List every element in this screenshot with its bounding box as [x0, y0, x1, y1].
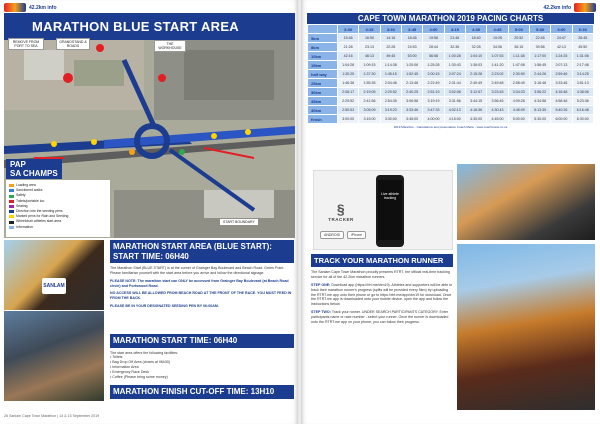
pacing-row — [308, 43, 594, 52]
pacing-cell: 3:51:13 — [572, 79, 593, 88]
pacing-cell: 2:07:24 — [444, 70, 465, 79]
pacing-cell: 3:56:22 — [529, 88, 550, 97]
pacing-cell: 18:40 — [465, 34, 486, 43]
pacing-row-label: 5km — [308, 34, 338, 43]
pacing-row — [308, 79, 594, 88]
pacing-cell: 6:30:00 — [572, 115, 593, 124]
pacing-cell: 1:30:43 — [444, 61, 465, 70]
tracker-logo-icon: § — [336, 201, 346, 217]
pacing-cell: 1:04:28 — [338, 61, 359, 70]
pacing-row — [308, 61, 594, 70]
access-warning: NO ACCESS WILL BE ALLOWED FROM BEACH ROAD AT THE FRONT OF THE RACE. YOU MUST FEED IN FROM THE BACK. — [110, 291, 292, 301]
pacing-row — [308, 34, 594, 43]
pacing-row — [308, 70, 594, 79]
pacing-col-header: 3:45 — [401, 25, 422, 34]
iphone-badge[interactable]: iPhone — [347, 231, 366, 239]
pacing-col-header: 4:00 — [423, 25, 444, 34]
pacing-cell: 4:45:09 — [508, 106, 529, 115]
pacing-cell: 53:00 — [401, 52, 422, 61]
facilities-intro: The start area offers the following facilities: — [110, 350, 179, 355]
pacing-cell: 3:00:00 — [338, 115, 359, 124]
pacing-cell: 2:19:05 — [359, 88, 380, 97]
pacing-cell: 5:23:36 — [572, 97, 593, 106]
legend-swatch — [9, 226, 14, 229]
tracker-logo-text: TRACKER — [328, 217, 354, 222]
crowd-photo — [4, 311, 104, 401]
pacing-cell: 3:19:23 — [380, 106, 401, 115]
pacing-cell: 18:45 — [401, 34, 422, 43]
tracker-logo — [324, 201, 358, 222]
step-one-text: Download app (https://rtrt.me/ctm19). Athletes and supporters will be able to track their marathon runner's progress (splits will be provided every 5km) by uploading the RTRT.me app onto their phone or go to https://rtrt.me/app/ctm19 for download. Once the RTRT.me app is downloaded onto your mobile device, open the app and follow the instructions below. — [311, 282, 453, 307]
pacing-cell: 2:29:52 — [380, 88, 401, 97]
pacing-cell: 1:07:53 — [487, 52, 508, 61]
pacing-cell: 45:50 — [572, 43, 593, 52]
map-label-port: REMOVE FROM PORT TO SEA — [8, 38, 44, 50]
pacing-cell: 2:22:49 — [423, 79, 444, 88]
legend-swatch — [9, 221, 14, 224]
pacing-row-label: 8km — [308, 43, 338, 52]
pacing-cell: 2:04:46 — [380, 79, 401, 88]
pacing-cell: 2:40:49 — [465, 79, 486, 88]
pacing-cell: 3:34:33 — [508, 88, 529, 97]
pacing-cell: 4:45:00 — [487, 115, 508, 124]
tracker-app-image — [313, 170, 453, 250]
pacing-cell: 3:30:00 — [380, 115, 401, 124]
pacing-cell: 6:00:00 — [551, 115, 572, 124]
right-header — [543, 3, 596, 12]
pacing-cell: 24:47 — [551, 34, 572, 43]
facility-item: • Toilets — [110, 355, 123, 360]
pacing-cell: 3:06:58 — [401, 97, 422, 106]
pacing-cell: 2:29:52 — [338, 97, 359, 106]
pacing-cell: 22:45 — [529, 34, 550, 43]
pacing-cell: 5:40:26 — [551, 106, 572, 115]
pacing-cell: 2:50:53 — [338, 106, 359, 115]
seeding-note: PLEASE BE IN YOUR DESIGNATED SEEDING PEN BY 06:00AM. — [110, 303, 219, 308]
pacing-cell: 2:07:13 — [551, 61, 572, 70]
pacing-cell: 15:46 — [338, 34, 359, 43]
pacing-cell: 1:00:28 — [444, 52, 465, 61]
pacing-cell: 1:20:06 — [401, 61, 422, 70]
pacing-row — [308, 52, 594, 61]
facility-item: • Emergency Race Desk — [110, 369, 150, 374]
pacing-cell: 3:15:00 — [359, 115, 380, 124]
legend-label: Safety — [16, 193, 26, 198]
legend-swatch — [9, 205, 14, 208]
pacing-col-header: 3:00 — [338, 25, 359, 34]
legend-swatch — [9, 210, 14, 213]
pacing-cell: 2:49:48 — [487, 79, 508, 88]
left-page-footer: 26 Sanlam Cape Town Marathon | 14 & 15 September 2019 — [4, 414, 100, 418]
pacing-cell: 19:26 — [487, 34, 508, 43]
pacing-cell: 46:13 — [359, 52, 380, 61]
legend-swatch — [9, 195, 14, 198]
pacing-cell: 2:00:15 — [423, 70, 444, 79]
pacing-col-header: 3:30 — [380, 25, 401, 34]
pacing-table — [307, 24, 594, 124]
pacing-cell: 3:14:25 — [572, 70, 593, 79]
start-boundary-label: START BOUNDARY — [220, 219, 258, 225]
pacing-cell: 32:28 — [465, 43, 486, 52]
pacing-cell: 3:05:09 — [359, 106, 380, 115]
pacing-row-label: 25km — [308, 79, 338, 88]
start-info-column — [110, 240, 294, 309]
step-one-label: STEP ONE: — [311, 282, 331, 287]
pacing-cell: 24:53 — [401, 43, 422, 52]
pacing-cell: 3:16:48 — [529, 79, 550, 88]
pacing-cell: 2:44:26 — [529, 70, 550, 79]
pacing-cell: 3:23:45 — [487, 88, 508, 97]
pacing-col-header: 6:00 — [551, 25, 572, 34]
legend-label: Information — [16, 224, 33, 229]
tracker-heading: TRACK YOUR MARATHON RUNNER — [311, 254, 453, 267]
legend-label: Marked pens for Rain and Seeding — [16, 214, 69, 219]
pacing-cell: 49:45 — [380, 52, 401, 61]
left-header — [4, 3, 57, 12]
pacing-cell: 42:13 — [551, 43, 572, 52]
pacing-cell: 3:12:57 — [465, 88, 486, 97]
pacing-cell: 6:16:48 — [572, 106, 593, 115]
pacing-cell: 16:50 — [359, 34, 380, 43]
pacing-cell: 4:38:06 — [572, 88, 593, 97]
pacing-cell: 2:30:50 — [508, 70, 529, 79]
start-area-heading: MARATHON START AREA (BLUE START): START TIME: 06H40 — [110, 240, 294, 263]
map-label-workhouse: THE WORKHOUSE — [154, 40, 186, 52]
pacing-cell: 2:40:25 — [401, 88, 422, 97]
pacing-cell: 2:17:46 — [572, 61, 593, 70]
pacing-row — [308, 106, 594, 115]
pacing-cell: 2:54:35 — [380, 97, 401, 106]
pacing-cell: 4:00:00 — [423, 115, 444, 124]
facility-item: • Bag Drop Off Area (closes at 06h30) — [110, 360, 171, 365]
step-two-label: STEP TWO: — [311, 309, 331, 314]
runners-group-photo — [457, 164, 595, 240]
cutoff-heading: MARATHON FINISH CUT-OFF TIME: 13H10 — [110, 385, 294, 399]
facility-item: • Information Area — [110, 364, 139, 369]
pacing-col-header: 5:30 — [529, 25, 550, 34]
pacing-cell: 3:31:56 — [444, 97, 465, 106]
pacing-row-label: 40km — [308, 106, 338, 115]
pacing-cell: 4:02:13 — [444, 106, 465, 115]
tracker-intro: The Sanlam Cape Town Marathon proudly presents RTRT, the official real-time tracking service for all of the 42.2km marathon runners. — [311, 270, 450, 280]
pap-subtitle: SA CHAMPS — [10, 168, 58, 178]
phone-screen: Live athlete tracking — [378, 180, 402, 240]
pacing-cell: 1:55:35 — [359, 79, 380, 88]
pacing-cell: 22:28 — [380, 43, 401, 52]
pacing-cell: 36:15 — [508, 43, 529, 52]
access-note: PLEASE NOTE: The marathon start can ONLY be accessed from Grainger Bay Boulevard (at Beach Road circle) and Portswood Road. — [110, 278, 289, 288]
pacing-chart — [307, 13, 594, 157]
store-badges — [320, 231, 366, 239]
pacing-cell: 1:17:00 — [529, 52, 550, 61]
pacing-cell: 3:47:33 — [423, 106, 444, 115]
left-header-text: 42.2km info — [29, 4, 57, 11]
pacing-cell: 1:45:15 — [380, 70, 401, 79]
start-area-map — [4, 13, 295, 238]
pacing-cell: 1:36:03 — [465, 61, 486, 70]
pacing-cell: 4:15:00 — [444, 115, 465, 124]
pacing-cell: 34:06 — [487, 43, 508, 52]
pacing-cell: 5:00:00 — [508, 115, 529, 124]
map-legend — [6, 180, 110, 237]
legend-label: Sanctioned walks — [16, 188, 43, 193]
tracker-info-column — [311, 254, 453, 324]
pacing-chart-title: CAPE TOWN MARATHON 2019 PACING CHARTS — [307, 13, 594, 24]
pacing-cell: 1:56:45 — [529, 61, 550, 70]
pacing-row — [308, 88, 594, 97]
pacing-col-header: 4:15 — [444, 25, 465, 34]
runner-photo — [4, 240, 104, 310]
pacing-cell: 42:16 — [338, 52, 359, 61]
pacing-cell: 3:56:45 — [487, 97, 508, 106]
pacing-cell: 3:02:08 — [444, 88, 465, 97]
legend-label: Wheelchair athletes start area — [16, 219, 62, 224]
race-logo-icon — [574, 3, 596, 12]
pacing-row-label: 35km — [308, 97, 338, 106]
pacing-row-label: half way — [308, 70, 338, 79]
android-badge[interactable]: ANDROID — [320, 231, 344, 239]
pacing-cell: 39:58 — [529, 43, 550, 52]
pacing-cell: 3:45:00 — [401, 115, 422, 124]
step-two-text: Track your runner. UNDER SEARCH PARTICIPANTS CATEGORY. Enter participants name or race number - select your runner. Once the runner is downloaded onto the RTRT.me app on your phone, you can follow their progress. — [311, 309, 449, 324]
race-logo-icon — [4, 3, 26, 12]
facility-item: • Coffee (Please bring some money) — [110, 374, 168, 379]
pacing-cell: 4:58:48 — [551, 97, 572, 106]
pacing-cell: 20:52 — [508, 34, 529, 43]
pap-title: PAP — [10, 160, 26, 169]
pacing-row-label: 10km — [308, 52, 338, 61]
pacing-cell: 23:13 — [359, 43, 380, 52]
start-area-paragraph: The Marathon Start (BLUE START) is at the corner of Grainger Bay Boulevard and Beach Road, Green Point. Please familiarise yourself with the start area before you arrive and follow the directional signage. — [110, 266, 285, 275]
pacing-cell: 1:52:45 — [401, 70, 422, 79]
pacing-cell: 56:58 — [423, 52, 444, 61]
pacing-cell: 1:14:38 — [380, 61, 401, 70]
tracker-step-one — [311, 283, 453, 307]
pacing-cell: 3:33:46 — [401, 106, 422, 115]
pacing-col-header: 6:30 — [572, 25, 593, 34]
pacing-cell: 32:36 — [444, 43, 465, 52]
pacing-row — [308, 115, 594, 124]
pacing-cell: 2:58:49 — [508, 79, 529, 88]
pacing-cell: 1:24:25 — [551, 52, 572, 61]
supporters-photo — [457, 244, 595, 410]
pacing-col-header: 4:45 — [487, 25, 508, 34]
pacing-cell: 4:30:00 — [465, 115, 486, 124]
legend-label: Toilets/portable loo — [16, 198, 45, 203]
pacing-cell: 1:04:10 — [465, 52, 486, 61]
pacing-cell: 2:51:19 — [423, 88, 444, 97]
pacing-cell: 2:08:17 — [338, 88, 359, 97]
pacing-cell: 19:56 — [423, 34, 444, 43]
pacing-cell: 14:16 — [380, 34, 401, 43]
pacing-cell: 3:33:46 — [551, 79, 572, 88]
pacing-cell: 1:25:28 — [423, 61, 444, 70]
pacing-row-label: 15km — [308, 61, 338, 70]
pap-sa-champs-label — [6, 159, 62, 179]
pacing-cell: 1:09:15 — [359, 61, 380, 70]
pacing-col-header: 4:30 — [465, 25, 486, 34]
pacing-cell: 3:44:15 — [465, 97, 486, 106]
pacing-cell: 5:30:00 — [529, 115, 550, 124]
legend-item — [9, 225, 107, 230]
pacing-cell: 21:46 — [444, 34, 465, 43]
legend-swatch — [9, 200, 14, 203]
pacing-cell: 1:30:25 — [338, 70, 359, 79]
map-canvas — [4, 40, 295, 238]
pacing-row — [308, 97, 594, 106]
start-time-heading: MARATHON START TIME: 06H40 — [110, 334, 294, 348]
pacing-cell: 2:41:56 — [359, 97, 380, 106]
legend-label: Loading area — [16, 183, 36, 187]
pacing-cell: 1:41:20 — [487, 61, 508, 70]
pacing-cell: 1:11:38 — [508, 52, 529, 61]
map-label-grandstand: GRANDSTAND & ROADS — [56, 38, 90, 50]
pacing-row-label: 30km — [308, 88, 338, 97]
right-header-text: 42.2km info — [543, 4, 571, 11]
pacing-cell: 2:13:48 — [401, 79, 422, 88]
pacing-cell: 3:19:19 — [423, 97, 444, 106]
legend-label: Direction into the seeding pens — [16, 209, 63, 214]
pacing-col-header — [308, 25, 338, 34]
legend-swatch — [9, 189, 14, 192]
pacing-cell: 2:23:02 — [487, 70, 508, 79]
legend-label: Seating — [16, 203, 28, 208]
pacing-cell: 1:46:38 — [338, 79, 359, 88]
legend-swatch — [9, 215, 14, 218]
pacing-row-label: finish — [308, 115, 338, 124]
pacing-body — [308, 34, 594, 124]
pacing-cell: 28:44 — [423, 43, 444, 52]
pacing-cell: 1:31:06 — [572, 52, 593, 61]
pacing-cell: 4:16:36 — [465, 106, 486, 115]
start-facilities-column — [110, 334, 294, 399]
pacing-cell: 4:30:43 — [487, 106, 508, 115]
phone-mockup — [376, 175, 404, 247]
legend-swatch — [9, 184, 14, 187]
pacing-cell: 2:59:46 — [551, 70, 572, 79]
race-bib: SANLAM — [42, 278, 66, 294]
pacing-cell: 4:09:28 — [508, 97, 529, 106]
pacing-cell: 4:16:48 — [551, 88, 572, 97]
pacing-cell: 5:13:35 — [529, 106, 550, 115]
pacing-cell: 2:31:44 — [444, 79, 465, 88]
pacing-col-header: 5:00 — [508, 25, 529, 34]
pacing-cell: 4:34:58 — [529, 97, 550, 106]
tracker-step-two — [311, 310, 453, 324]
pacing-col-header: 3:15 — [359, 25, 380, 34]
pacing-cell: 2:15:28 — [465, 70, 486, 79]
map-title: MARATHON BLUE START AREA — [4, 13, 295, 40]
pacing-cell: 1:47:08 — [508, 61, 529, 70]
left-page — [0, 0, 298, 424]
pacing-cell: 1:37:30 — [359, 70, 380, 79]
pacing-header-row — [308, 25, 594, 34]
right-page — [301, 0, 600, 424]
pacing-cell: 21:28 — [338, 43, 359, 52]
pacing-note: 2019 Marathon - Calculations and presentation Coach Marie - www.coachmarie.co.za — [393, 125, 508, 129]
pacing-cell: 26:45 — [572, 34, 593, 43]
